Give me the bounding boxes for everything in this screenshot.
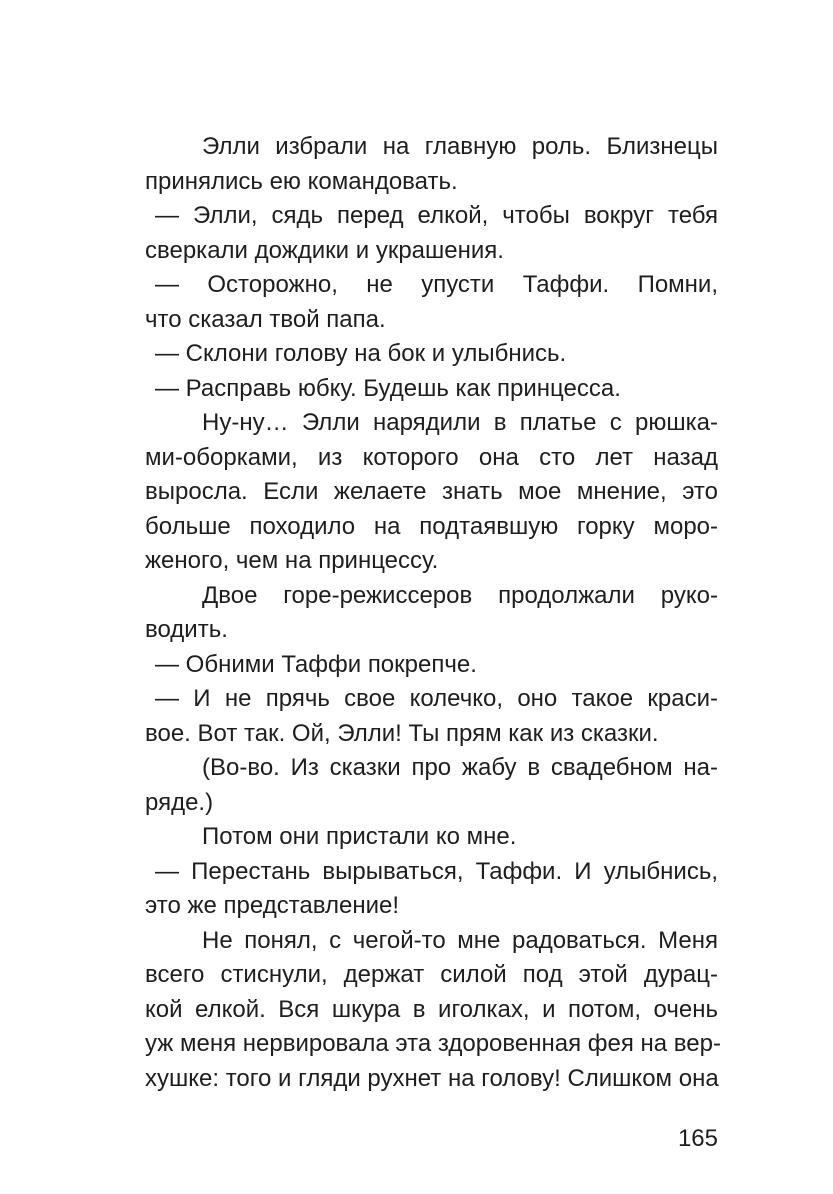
text-line: кой елкой. Вся шкура в иголках, и потом, очень: [145, 995, 718, 1023]
text-line: — И не прячь свое колечко, оно такое краси-: [155, 685, 718, 712]
text-line: принялись ею командовать.: [145, 167, 458, 195]
text-line: водить.: [145, 616, 228, 643]
text-line: уж меня нервировала эта здоровенная фея на вер-: [145, 1030, 721, 1057]
text-line: вое. Вот так. Ой, Элли! Ты прям как из сказки.: [145, 719, 659, 747]
text-line: — Элли, сядь перед елкой, чтобы вокруг тебя: [155, 202, 718, 229]
page-number: 165: [677, 1125, 718, 1152]
body-text: [145, 130, 721, 1096]
text-line: это же представление!: [145, 892, 399, 919]
text-line: ряде.): [145, 788, 214, 816]
text-line: Не понял, с чегой-то мне радоваться. Меня: [202, 926, 718, 954]
text-line: выросла. Если желаете знать мое мнение, это: [145, 478, 718, 505]
text-line: Ну-ну… Элли нарядили в платье с рюшка-: [202, 409, 718, 436]
text-line: хушке: того и гляди рухнет на голову! Слишком она: [145, 1064, 719, 1092]
text-line: Элли избрали на главную роль. Близнецы: [202, 133, 718, 160]
text-line: Потом они пристали ко мне.: [202, 823, 517, 850]
text-line: что сказал твой папа.: [145, 305, 386, 333]
text-line: (Во-во. Из сказки про жабу в свадебном на-: [202, 754, 718, 781]
text-line: всего стиснули, держат силой под этой дурац-: [145, 961, 718, 988]
text-line: женого, чем на принцессу.: [145, 547, 439, 574]
text-line: — Перестань вырываться, Таффи. И улыбнись,: [155, 857, 718, 885]
text-line: Двое горе-режиссеров продолжали руко-: [202, 581, 718, 609]
text-line: — Расправь юбку. Будешь как принцесса.: [155, 374, 621, 402]
text-line: — Осторожно, не упусти Таффи. Помни,: [155, 271, 718, 298]
text-line: сверкали дождики и украшения.: [145, 236, 504, 264]
text-line: — Склони голову на бок и улыбнись.: [155, 340, 567, 367]
text-line: ми-оборками, из которого она сто лет назад: [145, 443, 718, 471]
text-line: — Обними Таффи покрепче.: [155, 650, 477, 678]
text-line: больше походило на подтаявшую горку моро-: [145, 512, 718, 540]
